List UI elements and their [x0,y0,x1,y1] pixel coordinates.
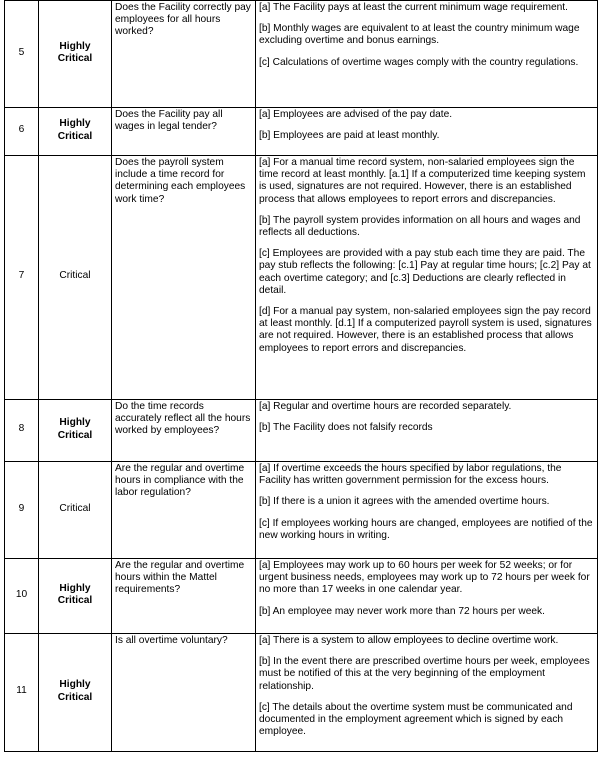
audit-question: Does the Facility correctly pay employees for all hours worked? [112,1,256,108]
requirement-item: [a] There is a system to allow employees to decline overtime work. [259,635,559,646]
criticality-level: Highly Critical [39,1,112,108]
criticality-level: Critical [39,156,112,400]
audit-question: Does the payroll system include a time record for determining each employees work time? [112,156,256,400]
requirements-cell [256,108,598,156]
requirement-item: [b] Monthly wages are equivalent to at least the country minimum wage excluding overtime and bonus earnings. [259,23,580,47]
requirement-item: [b] The payroll system provides information on all hours and wages and reflects all deductions. [259,214,581,239]
criticality-level: Critical [39,462,112,559]
table-row [5,156,598,400]
requirement-item: [b] In the event there are prescribed overtime hours per week, employees must be notified of this at the very beginning of the employment relationship. [259,656,590,692]
table-row [5,462,598,559]
item-number: 9 [5,462,39,559]
table-row [5,400,598,462]
requirement-item: [a] If overtime exceeds the hours specified by labor regulations, the Facility has written government permission for the excess hours. [259,463,562,487]
requirements-cell [256,400,598,462]
requirements-cell [256,156,598,400]
requirement-item: [d] For a manual pay system, non-salaried employees sign the pay record at least monthly. [d.1] If a computerized payroll system is used, signatures are not required. However, there is an established process that allows employees to report errors and discrepancies. [259,306,592,354]
requirement-item: [a] Employees may work up to 60 hours per week for 52 weeks; or for urgent business needs, employees may work up to 72 hours per week for no more than 17 weeks in one calendar year. [259,560,590,596]
requirements-cell [256,634,598,752]
requirement-item: [c] Calculations of overtime wages comply with the country regulations. [259,56,579,68]
requirements-cell [256,1,598,108]
audit-question: Does the Facility pay all wages in legal tender? [112,108,256,156]
requirement-item: [b] An employee may never work more than 72 hours per week. [259,605,545,617]
requirement-item: [b] The Facility does not falsify records [259,422,433,434]
item-number: 6 [5,108,39,156]
requirements-cell [256,462,598,559]
requirement-item: [c] Employees are provided with a pay stub each time they are paid. The pay stub reflects the following: [c.1] Pay at regular time hours; [c.2] Pay at each overtime category; and [c.3] Deductions are clearly reflected in detail. [259,248,591,296]
audit-question: Are the regular and overtime hours within the Mattel requirements? [112,559,256,634]
requirement-item: [c] If employees working hours are changed, employees are notified of the new working hours in writing. [259,517,593,541]
table-row [5,559,598,634]
item-number: 10 [5,559,39,634]
audit-question: Do the time records accurately reflect all the hours worked by employees? [112,400,256,462]
criticality-level: Highly Critical [39,634,112,752]
requirement-item: [b] Employees are paid at least monthly. [259,130,440,142]
table-row [5,634,598,752]
requirements-cell [256,559,598,634]
criticality-level: Highly Critical [39,108,112,156]
audit-question: Are the regular and overtime hours in compliance with the labor regulation? [112,462,256,559]
table-row [5,108,598,156]
audit-criteria-table [4,0,598,752]
requirement-item: [a] Employees are advised of the pay date. [259,109,453,120]
criticality-level: Highly Critical [39,400,112,462]
requirement-item: [b] If there is a union it agrees with the amended overtime hours. [259,496,550,508]
item-number: 7 [5,156,39,400]
requirement-item: [a] The Facility pays at least the current minimum wage requirement. [259,2,568,13]
item-number: 8 [5,400,39,462]
table-row [5,1,598,108]
requirement-item: [c] The details about the overtime system must be communicated and documented in the employment agreement which is signed by each employee. [259,701,573,738]
item-number: 11 [5,634,39,752]
requirement-item: [a] For a manual time record system, non-salaried employees sign the time record at least monthly. [a.1] If a computerized time keeping system is used, signatures are not required. However, there is an established process that allows employees to report errors and discrepancies. [259,157,586,205]
criticality-level: Highly Critical [39,559,112,634]
item-number: 5 [5,1,39,108]
requirement-item: [a] Regular and overtime hours are recorded separately. [259,401,512,412]
audit-question: Is all overtime voluntary? [112,634,256,752]
